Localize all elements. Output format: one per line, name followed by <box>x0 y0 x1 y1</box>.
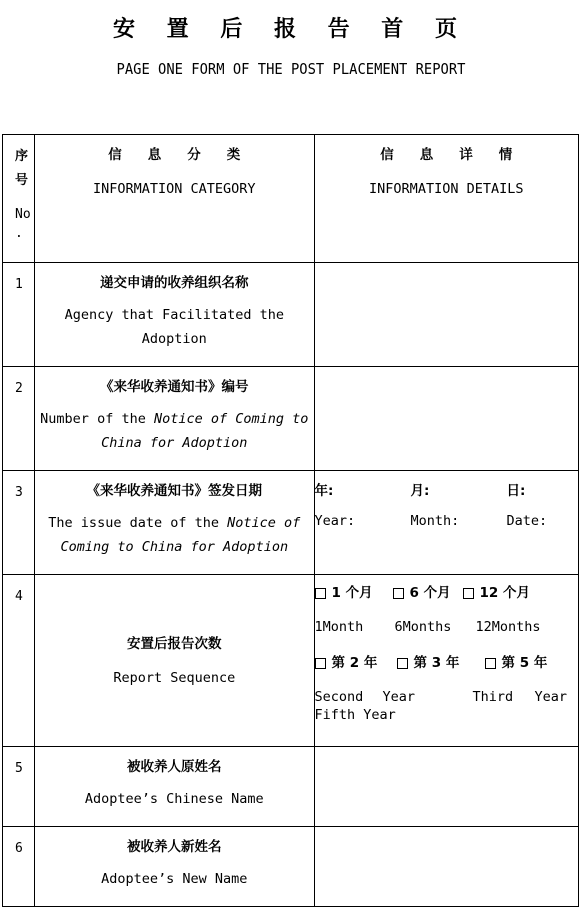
row-5 <box>3 747 579 827</box>
opt-fifth-year-en: Fifth Year <box>314 707 396 723</box>
header-no-cell <box>3 135 35 263</box>
opt-6-months-en: 6Months <box>394 619 452 635</box>
opt-1-month-zh: 1 个月 <box>331 585 373 601</box>
checkbox-1-month[interactable] <box>315 588 326 599</box>
header-category-en: INFORMATION CATEGORY <box>93 181 256 197</box>
opt-year-5-zh: 第 5 年 <box>501 655 548 671</box>
row-4-value <box>314 575 578 747</box>
header-no-zh-1: 序 <box>15 149 29 164</box>
header-no-en-2: . <box>15 226 23 241</box>
report-form-table <box>2 134 579 907</box>
checkbox-6-months[interactable] <box>393 588 404 599</box>
row-3-no: 3 <box>15 485 23 500</box>
row-2-label-en-pre: Number of the <box>40 411 154 427</box>
date-month-zh: 月: <box>410 483 430 499</box>
checkbox-year-5[interactable] <box>485 658 496 669</box>
row-3-label-zh: 《来华收养通知书》签发日期 <box>86 483 263 499</box>
row-1-label-en-2: Adoption <box>141 331 207 347</box>
date-month-en: Month: <box>410 513 460 529</box>
date-day-en: Date: <box>506 513 548 529</box>
row-6-value[interactable] <box>314 827 578 907</box>
row-2-label-zh: 《来华收养通知书》编号 <box>100 379 249 395</box>
row-5-no: 5 <box>15 761 23 776</box>
checkbox-year-2[interactable] <box>315 658 326 669</box>
header-details-en: INFORMATION DETAILS <box>369 181 524 197</box>
row-4-label-zh: 安置后报告次数 <box>127 635 222 652</box>
row-2-label-en-italic-1: Notice of Coming to <box>153 411 309 427</box>
header-no-en-1: No <box>15 207 31 222</box>
date-day-zh: 日: <box>506 483 526 499</box>
row-5-value[interactable] <box>314 747 578 827</box>
row-1-no: 1 <box>15 277 23 292</box>
date-year-zh: 年: <box>314 483 334 499</box>
header-row <box>3 135 579 263</box>
row-5-label-en: Adoptee’s Chinese Name <box>84 791 264 807</box>
date-year-en: Year: <box>314 513 356 529</box>
row-4 <box>3 575 579 747</box>
header-category-zh: 信息分类 <box>108 147 267 163</box>
opt-12-months-zh: 12 个月 <box>479 585 531 601</box>
row-6-label-en: Adoptee’s New Name <box>101 871 248 887</box>
opt-1-month-en: 1Month <box>314 619 364 635</box>
row-3-label-en-italic-1: Notice of <box>227 515 301 531</box>
header-category-cell <box>35 135 314 263</box>
page-subtitle: PAGE ONE FORM OF THE POST PLACEMENT REPORT <box>116 60 466 78</box>
row-3-value[interactable] <box>314 471 578 575</box>
row-4-no: 4 <box>15 589 23 604</box>
row-2-no: 2 <box>15 381 23 396</box>
opt-third-en: Third <box>472 689 514 705</box>
row-1-value[interactable] <box>314 263 578 367</box>
row-6-no: 6 <box>15 841 23 856</box>
header-details-cell <box>314 135 578 263</box>
row-2-value[interactable] <box>314 367 578 471</box>
row-2-label-en-italic-2: China for Adoption <box>101 435 248 451</box>
row-2 <box>3 367 579 471</box>
opt-year-3-zh: 第 3 年 <box>413 655 460 671</box>
opt-second-en: Second <box>314 689 364 705</box>
opt-third-year-en: Year <box>534 689 568 705</box>
opt-6-months-zh: 6 个月 <box>409 585 451 601</box>
page-title: 安 置 后 报 告 首 页 <box>113 17 469 42</box>
row-4-label-en: Report Sequence <box>113 669 236 686</box>
row-5-label-zh: 被收养人原姓名 <box>127 759 222 775</box>
row-3-label-en-pre: The issue date of the <box>48 515 228 531</box>
row-1-label-en-1: Agency that Facilitated the <box>64 307 285 323</box>
header-no-zh-2: 号 <box>15 173 29 188</box>
row-6-label-zh: 被收养人新姓名 <box>127 839 222 855</box>
row-3 <box>3 471 579 575</box>
opt-12-months-en: 12Months <box>475 619 541 635</box>
header-details-zh: 信息详情 <box>380 147 539 163</box>
checkbox-year-3[interactable] <box>397 658 408 669</box>
checkbox-12-months[interactable] <box>463 588 474 599</box>
opt-second-year-en: Year <box>382 689 416 705</box>
row-1-label-zh: 递交申请的收养组织名称 <box>100 275 249 291</box>
opt-year-2-zh: 第 2 年 <box>331 655 378 671</box>
row-6 <box>3 827 579 907</box>
row-1 <box>3 263 579 367</box>
row-3-label-en-italic-2: Coming to China for Adoption <box>60 539 289 555</box>
